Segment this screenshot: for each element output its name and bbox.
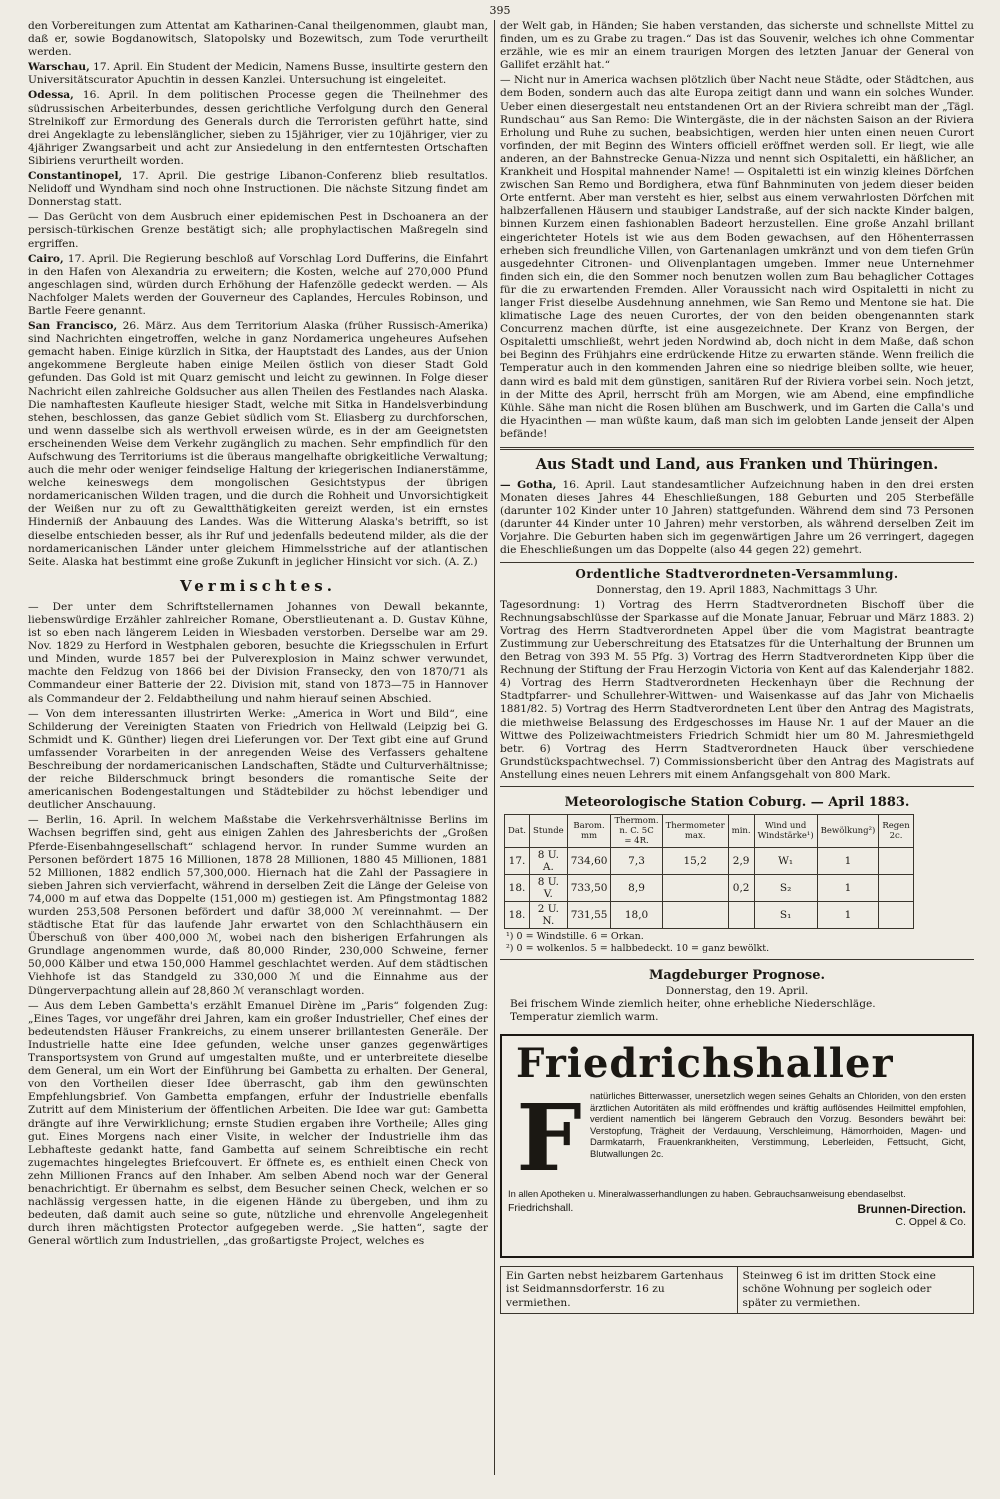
ad-initial-letter: F bbox=[516, 1083, 582, 1192]
table-row bbox=[505, 874, 914, 901]
table-cell: 15,2 bbox=[662, 847, 728, 874]
advertisement-friedrichshaller bbox=[500, 1034, 974, 1258]
weather-col-header: Wind und Windstärke¹) bbox=[754, 814, 817, 847]
article-cairo bbox=[28, 253, 488, 318]
dateline-constantinopel: Constantinopel, bbox=[28, 170, 123, 183]
weather-legend-wind: ¹) 0 = Windstille. 6 = Orkan. bbox=[506, 930, 644, 942]
table-cell: 2,9 bbox=[728, 847, 754, 874]
ad-footer: In allen Apotheken u. Mineralwasserhandlungen zu haben. Gebrauchsanweisung ebendaselbst. bbox=[508, 1187, 906, 1199]
weather-col-header: Barom. mm bbox=[567, 814, 611, 847]
ad-signature bbox=[508, 1202, 966, 1228]
article-san-francisco-text: 26. März. Aus dem Territorium Alaska (früher Russisch-Amerika) sind Nachrichten eingetroffen, welche in ganz Nordamerica ungeheures Aufsehen gemacht haben. Einige kürzlich in Sitka, der Hauptstadt des Landes, aus der Union angekommene Bergleute haben einige Meilen östlich von dieser Stadt Gold gefunden. Das Gold ist mit Quarz gemischt und leicht zu gewinnen. In Folge dieser Nachricht eilen zahlreiche Goldsucher aus allen Theilen des Festlandes nach Alaska. Die namhaftesten Kaufleute hiesiger Stadt, welche mit Sitka in Handelsverbindung stehen, beschlossen, das ganze Gebiet südlich vom St. Eliasberg zu durchforschen, und wenn dasselbe sich als werthvoll erweisen würde, es in der am Geeignetsten erscheinenden Weise dem Verkehr zugänglich zu machen. Sehr empfindlich für den Aufschwung des Territoriums ist die überaus mangelhafte obrigkeitliche Verwaltung; auch die mehr oder weniger feindselige Haltung der kriegerischen Indianerstämme, welche keineswegs dem mongolischen Gesichtstypus der übrigen nordamericanischen Wilden tragen, und die durch die Rohheit und Unvorsichtigkeit der Weißen nur zu oft zu Gewaltthätigkeiten gereizt werden, ist ein ernstes Hinderniß der Anbauung des Landes. Was die Witterung Alaska's betrifft, so ist dieselbe entschieden besser, als ihr Ruf und jedenfalls bedeutend milder, als die der nordamericanischen Länder unter gleichem Himmelsstriche auf der atlantischen Seite. Alaska hat bestimmt eine große Zukunft in jeglicher Hinsicht vor sich. (A. Z.) bbox=[28, 320, 488, 568]
column-divider bbox=[494, 20, 495, 1475]
article-berlin: — Berlin, 16. April. In welchem Maßstabe die Verkehrsverhältnisse Berlins im Wachsen begriffen sind, geht aus einigen Zahlen des Jahresberichts der „Großen Pferde-Eisenbahngesellschaft“ schlagend hervor. In runder Summe wurden an Personen befördert 1875 16 Millionen, 1878 28 Millionen, 1880 45 Millionen, 1881 52 Millionen, 1882 endlich 57,300,000. Hiernach hat die Zahl der Passagiere in sieben Jahren sich vervierfacht, während in derselben Zeit die Länge der Geleise von 74,000 m auf etwa das Doppelte (151,000 m) gestiegen ist. Am Pfingstmontag 1882 wurden 253,508 Personen befördert und dafür 38,000 ℳ vereinnahmt. — Der städtische Etat für das laufende Jahr erwartet von den Schlachthäusern ein Überschuß von über 400,000 ℳ, wobei nach den bisherigen Erfahrungen als Grundlage angenommen wurde, daß 80,000 Rinder, 230,000 Schweine, ferner 50,000 Kälber und etwa 150,000 Hammel geschlachtet werden. Auf dem städtischen Viehhofe ist das Standgeld zu 330,000 ℳ und die Einnahme aus der Düngerverpachtung allein auf 28,860 ℳ veranschlagt worden. bbox=[28, 814, 488, 997]
article-constantinopel bbox=[28, 170, 488, 209]
table-cell bbox=[728, 901, 754, 928]
table-cell: 8,9 bbox=[611, 874, 662, 901]
table-cell: S₁ bbox=[754, 901, 817, 928]
table-cell: 18. bbox=[505, 901, 530, 928]
ad-title: Friedrichshaller bbox=[516, 1039, 894, 1087]
table-cell: 7,3 bbox=[611, 847, 662, 874]
weather-col-header: Regen 2c. bbox=[879, 814, 913, 847]
ad-company-block bbox=[857, 1202, 966, 1228]
ad-text: natürliches Bitterwasser, unersetzlich wegen seines Gehalts an Chloriden, von den ersten ärztlichen Autoritäten als mild eröffnendes und kräftig auflösendes Heilmittel empfohlen, verdient namentlich bei längerem Gebrauch den Vorzug. Besonders bewährt bei: Verstopfung, Trägheit der Verdauung, Verschleimung, Hämorrhoiden, Magen- und Darmkatarrh, Frauenkrankheiten, Verstimmung, Leberleiden, Fettsucht, Gicht, Blutwallungen 2c. bbox=[590, 1089, 966, 1159]
weather-col-header: Bewölkung²) bbox=[817, 814, 879, 847]
table-cell bbox=[879, 874, 913, 901]
table-cell: 1 bbox=[817, 847, 879, 874]
weather-table bbox=[504, 814, 914, 929]
article-warschau-text: 17. April. Ein Student der Medicin, Namens Busse, insultirte gestern den Universitätscurator Apuchtin in dessen Kanzlei. Untersuchung ist eingeleitet. bbox=[28, 61, 488, 87]
ad-place: Friedrichshall. bbox=[508, 1201, 574, 1214]
table-row bbox=[505, 901, 914, 928]
article-america-wort-bild: — Von dem interessanten illustrirten Werke: „America in Wort und Bild“, eine Schilderung der Vereinigten Staaten von Friedrich von Hellwald (Leipzig bei G. Schmidt und K. Günther) liegen drei Lieferungen vor. Der Text gibt eine auf Grund umfassender Vorarbeiten in der anregenden Weise des Verfassers gehaltene Beschreibung der nordamericanischen Landschaften, Städte und Culturverhältnisse; der reiche Bilderschmuck bringt besonders die romantische Seite der americanischen Bodengestaltungen und Städtebilder zu höchst lebendiger und deutlicher Anschauung. bbox=[28, 707, 488, 812]
table-cell: 1 bbox=[817, 901, 879, 928]
forecast-line: Temperatur ziemlich warm. bbox=[510, 1010, 659, 1023]
table-cell: 731,55 bbox=[567, 901, 611, 928]
article-bogdanowitsch: den Vorbereitungen zum Attentat am Katharinen-Canal theilgenommen, glaubt man, daß er, sowie Bogdanowitsch, Slatopolsky und Bozewitsch, zum Tode verurtheilt werden. bbox=[28, 20, 488, 59]
left-column bbox=[28, 20, 488, 1475]
divider bbox=[500, 562, 974, 563]
classified-ad-apartment: Steinweg 6 ist im dritten Stock eine schöne Wohnung per sogleich oder später zu vermiethen. bbox=[738, 1266, 975, 1315]
table-cell bbox=[662, 901, 728, 928]
weather-table-header bbox=[505, 814, 914, 847]
weather-col-header: min. bbox=[728, 814, 754, 847]
table-cell: 18,0 bbox=[611, 901, 662, 928]
table-cell: S₂ bbox=[754, 874, 817, 901]
classified-ads bbox=[500, 1266, 974, 1315]
dateline-cairo: Cairo, bbox=[28, 252, 64, 265]
dateline-warschau: Warschau, bbox=[28, 61, 90, 74]
weather-col-header: Thermom. n. C. 5C = 4R. bbox=[611, 814, 662, 847]
ad-company-name: C. Oppel & Co. bbox=[895, 1215, 966, 1228]
table-cell: 734,60 bbox=[567, 847, 611, 874]
section-title-vermischtes: Vermischtes. bbox=[180, 576, 336, 595]
section-divider bbox=[500, 447, 974, 450]
article-warschau bbox=[28, 61, 488, 87]
table-cell: 8 U. A. bbox=[530, 847, 568, 874]
section-title-stadt-und-land: Aus Stadt und Land, aus Franken und Thüringen. bbox=[535, 456, 939, 473]
article-gotha bbox=[500, 479, 974, 558]
forecast-date: Donnerstag, den 19. April. bbox=[665, 984, 809, 997]
table-cell: 2 U. N. bbox=[530, 901, 568, 928]
forecast-line: Bei frischem Winde ziemlich heiter, ohne erhebliche Niederschläge. bbox=[510, 997, 876, 1010]
table-cell: 1 bbox=[817, 874, 879, 901]
article-gotha-text: 16. April. Laut standesamtlicher Aufzeichnung haben in den drei ersten Monaten dieses Jahres 44 Eheschließungen, 188 Geburten und 205 Sterbefälle (darunter 102 Kinder unter 10 Jahren) stattgefunden. Während dem sind 73 Personen (darunter 44 Kinder unter 10 Jahren) mehr verstorben, als während derselben Zeit im Vorjahre. Die Geburten haben sich im gegenwärtigen Jahre um 26 verringert, dagegen die Eheschließungen um das Doppelte (also 44 gegen 22) gemehrt. bbox=[500, 479, 974, 557]
article-san-francisco bbox=[28, 320, 488, 569]
meeting-title: Ordentliche Stadtverordneten-Versammlung. bbox=[575, 566, 899, 581]
table-cell bbox=[879, 901, 913, 928]
table-cell: 17. bbox=[505, 847, 530, 874]
ad-body bbox=[508, 1083, 966, 1192]
article-dewall: — Der unter dem Schriftstellernamen Johannes von Dewall bekannte, liebenswürdige Erzähler zahlreicher Romane, Oberstlieutenant a. D. Gustav Kühne, ist so eben nach längerem Leiden in Wiesbaden verstorben. Derselbe war am 29. Nov. 1829 zu Herford in Westphalen geboren, besuchte die Kriegsschulen in Erfurt und Minden, wurde 1857 bei der Pulverexplosion in Mainz schwer verwundet, machte den Feldzug von 1866 bei der Division Fransecky, den von 1870/71 als Commandeur einer Batterie der 22. Division mit, stand von 1873—75 in Hannover als Commandeur der 2. Feldabtheilung und nahm hierauf seinen Abschied. bbox=[28, 600, 488, 705]
article-gambetta-continued: der Welt gab, in Händen; Sie haben verstanden, das sicherste und schnellste Mittel zu finden, um es zu Grabe zu tragen.“ Das ist das Souvenir, welches ich ohne Commentar erzähle, wie es mir an einem traurigen Morgen des letzten Januar der General von Gallifet erzählt hat.“ bbox=[500, 20, 974, 72]
table-cell: 18. bbox=[505, 874, 530, 901]
table-cell bbox=[879, 847, 913, 874]
weather-legend bbox=[506, 931, 974, 955]
article-odessa bbox=[28, 89, 488, 168]
right-column bbox=[500, 20, 974, 1475]
dateline-san-francisco: San Francisco, bbox=[28, 320, 118, 333]
table-cell: 0,2 bbox=[728, 874, 754, 901]
article-odessa-text: 16. April. In dem politischen Processe gegen die Theilnehmer des südrussischen Arbeiterbundes, dessen gerichtliche Verfolgung durch den General Strelnikoff zur Ermordung des Generals durch die Terroristen geführt hatte, sind drei Angeklagte zu lebenslänglicher, sieben zu 15jähriger, vier zu 10jähriger, vier zu 4jähriger Zwangsarbeit und acht zur Ansiedelung in den entferntesten Ortschaften Sibiriens verurtheilt worden. bbox=[28, 89, 488, 167]
dateline-gotha: — Gotha, bbox=[500, 479, 557, 491]
page-number: 395 bbox=[489, 4, 511, 17]
article-constantinopel-text: 17. April. Die gestrige Libanon-Conferenz blieb resultatlos. Nelidoff und Wyndham sind noch ohne Instructionen. Die nächste Sitzung findet am Donnerstag statt. bbox=[28, 170, 488, 209]
forecast-title: Magdeburger Prognose. bbox=[648, 967, 825, 983]
weather-station-title: Meteorologische Station Coburg. — April 1883. bbox=[564, 794, 910, 810]
weather-col-header: Thermometer max. bbox=[662, 814, 728, 847]
table-cell: 733,50 bbox=[567, 874, 611, 901]
weather-legend-cloud: ²) 0 = wolkenlos. 5 = halbbedeckt. 10 = ganz bewölkt. bbox=[506, 942, 770, 954]
article-cairo-text: 17. April. Die Regierung beschloß auf Vorschlag Lord Dufferins, die Einfahrt in den Hafen von Alexandria zu erweitern; die Kosten, welche auf 270,000 Pfund angeschlagen sind, würden durch Erhöhung der Hafenzölle gedeckt werden. — Als Nachfolger Malets werden der Gouverneur des Caplandes, Hercules Robinson, und Bartle Feere genannt. bbox=[28, 252, 488, 317]
weather-col-header: Stunde bbox=[530, 814, 568, 847]
table-cell bbox=[662, 874, 728, 901]
table-row bbox=[505, 847, 914, 874]
article-pest: — Das Gerücht von dem Ausbruch einer epidemischen Pest in Dschoanera an der persisch-türkischen Grenze bestätigt sich; alle prophylactischen Maßregeln sind ergriffen. bbox=[28, 211, 488, 250]
ad-company: Brunnen-Direction. bbox=[857, 1201, 966, 1216]
divider bbox=[500, 959, 974, 960]
classified-ad-garden: Ein Garten nebst heizbarem Gartenhaus ist Seidmannsdorferstr. 16 zu vermiethen. bbox=[500, 1266, 738, 1315]
meeting-date: Donnerstag, den 19. April 1883, Nachmittags 3 Uhr. bbox=[596, 583, 878, 596]
table-cell: 8 U. V. bbox=[530, 874, 568, 901]
divider bbox=[500, 786, 974, 787]
meeting-agenda: Tagesordnung: 1) Vortrag des Herrn Stadtverordneten Bischoff über die Rechnungsabschlüsse der Sparkasse auf die Monate Januar, Februar und März 1883. 2) Vortrag des Herrn Stadtverordneten Appel über die vom Magistrat beantragte Zustimmung zur Ueberschreitung des Etatsatzes für die Unterhaltung der Brunnen um den Betrag von 393 M. 55 Pfg. 3) Vortrag des Herrn Stadtverordneten Kipp über die Rechnung der Stiftung der Frau Herzogin Victoria von Kent auf das Kalenderjahr 1882. 4) Vortrag des Herrn Stadtverordneten Heckenhayn über die Rechnung der Stadtpfarrer- und Schullehrer-Wittwen- und Waisenkasse auf das Jahr von Michaelis 1881/82. 5) Vortrag des Herrn Stadtverordneten Lent über den Antrag des Magistrats, die miethweise Belassung des Erdgeschosses im Hause Nr. 1 auf der Mauer an die Wittwe des Polizeiwachtmeisters Friedrich Schmidt hier um 80 M. Jahresmiethgeld betr. 6) Vortrag des Herrn Stadtverordneten Hauck über verschiedene Grundstückspachtwechsel. 7) Commissionsbericht über den Antrag des Magistrats auf Anstellung eines neuen Lehrers mit einem Anfangsgehalt von 800 Mark. bbox=[500, 598, 974, 781]
article-riviera: — Nicht nur in America wachsen plötzlich über Nacht neue Städte, oder Städtchen, aus dem Boden, sondern auch das alte Europa zeitigt dann und wann ein solches Wunder. Ueber einen diesergestalt neu entstandenen Ort an der Riviera schreibt man der „Tägl. Rundschau“ aus San Remo: Die Wintergäste, die in der nächsten Saison an der Riviera Erholung und Ruhe zu suchen, beabsichtigen, werden hier unten einen neuen Curort vorfinden, der mit Beginn des Winters officiell eröffnet werden soll. Er liegt, wie alle anderen, an der Bahnstrecke Genua-Nizza und nennt sich Ospitaletti, ein häßlicher, an Krankheit und Hospital mahnender Name! — Ospitaletti ist ein winzig kleines Dörfchen zwischen San Remo und Bordighera, etwa fünf Bahnminuten von jedem dieser beiden Orte entfernt. Aber man versteht es hier, selbst aus einem verwahrlosten Dörfchen mit halbzerfallenen Häusern und staubiger Landstraße, auf der sich nackte Kinder balgen, binnen Kurzem einen fashionablen Badeort herzustellen. Eine große Anzahl brillant eingerichteter Hotels ist wie aus dem Boden gewachsen, auf den Höhenterrassen erheben sich freundliche Villen, von Gartenanlagen umkränzt und von dem tiefen Grün ausgedehnter Citronen- und Olivenplantagen umgeben. Immer neue Unternehmer finden sich ein, die den Sommer noch benutzen wollen zum Bau behaglicher Cottages für die zu erwartenden Fremden. Aller Voraussicht nach wird Ospitaletti in nicht zu langer Frist dieselbe Ausdehnung annehmen, wie San Remo und Mentone sie hat. Die klimatische Lage des neuen Curortes, der von den beiden obengenannten stark Concurrenz machen dürfte, ist eine ausgezeichnete. Der Kranz von Bergen, der Ospitaletti umschließt, wehrt jeden Nordwind ab, doch nicht in dem Maße, daß schon bei Beginn des Frühjahrs eine erdrückende Hitze zu erwarten stände. Wenn freilich die Temperatur auch in den kommenden Jahren eine so niedrige bleiben sollte, wie heuer, dann wird es bald mit dem günstigen, sanitären Ruf der Riviera vorbei sein. Noch jetzt, in der Mitte des April, herrscht früh am Morgen, wie am Abend, eine empfindliche Kühle. Sähe man nicht die Rosen blühen am Buschwerk, und im Garten die Calla's und die Hyacinthen — man wüßte kaum, daß man sich im gelobten Lande jenseit der Alpen befände! bbox=[500, 74, 974, 440]
article-gambetta: — Aus dem Leben Gambetta's erzählt Emanuel Dirène im „Paris“ folgenden Zug: „Eines Tages, vor ungefähr drei Jahren, kam ein großer Industrieller, Chef eines der bedeutendsten Häuser Frankreichs, zu einem unserer brillantesten Generäle. Der Industrielle hatte eine Idee gefunden, welche unser ganzes gegenwärtiges Transportsystem von Grund auf umgestalten mußte, und er unterbreitete dieselbe dem General, um ein Wort der Einführung bei Gambetta zu erhalten. Der General, von den Vortheilen dieser Idee überrascht, gab ihm den gewünschten Empfehlungsbrief. Von Gambetta empfangen, erfuhr der Industrielle ebenfalls Zutritt auf dem Ministerium der öffentlichen Arbeiten. Die Idee war gut: Gambetta drängte auf ihre Verwirklichung; ernste Studien ergaben ihre Vortheile; Alles ging gut. Eines Morgens nach einer Visite, in welcher der Industrielle ihm das Lebhafteste gedankt hatte, fand Gambetta auf seinem Schreibtische ein recht zugemachtes hingelegtes Briefcouvert. Er öffnete es, es enthielt einen Check von zehn Millionen Francs auf den Inhaber. Am selben Abend noch war der General benachrichtigt. Er übernahm es selbst, dem Besucher seinen Check, welchen er so nachlässig vergessen hatte, in die eigenen Hände zu übergeben, und ihm zu bedeuten, daß damit auch seine so gute, nützliche und ehrenvolle Angelegenheit durch ihren mächtigsten Protector aufgegeben werde. „Sie hatten“, sagte der General wörtlich zum Industriellen, „das großartigste Project, welches es bbox=[28, 999, 488, 1248]
table-cell: W₁ bbox=[754, 847, 817, 874]
dateline-odessa: Odessa, bbox=[28, 89, 74, 102]
weather-col-header: Dat. bbox=[505, 814, 530, 847]
